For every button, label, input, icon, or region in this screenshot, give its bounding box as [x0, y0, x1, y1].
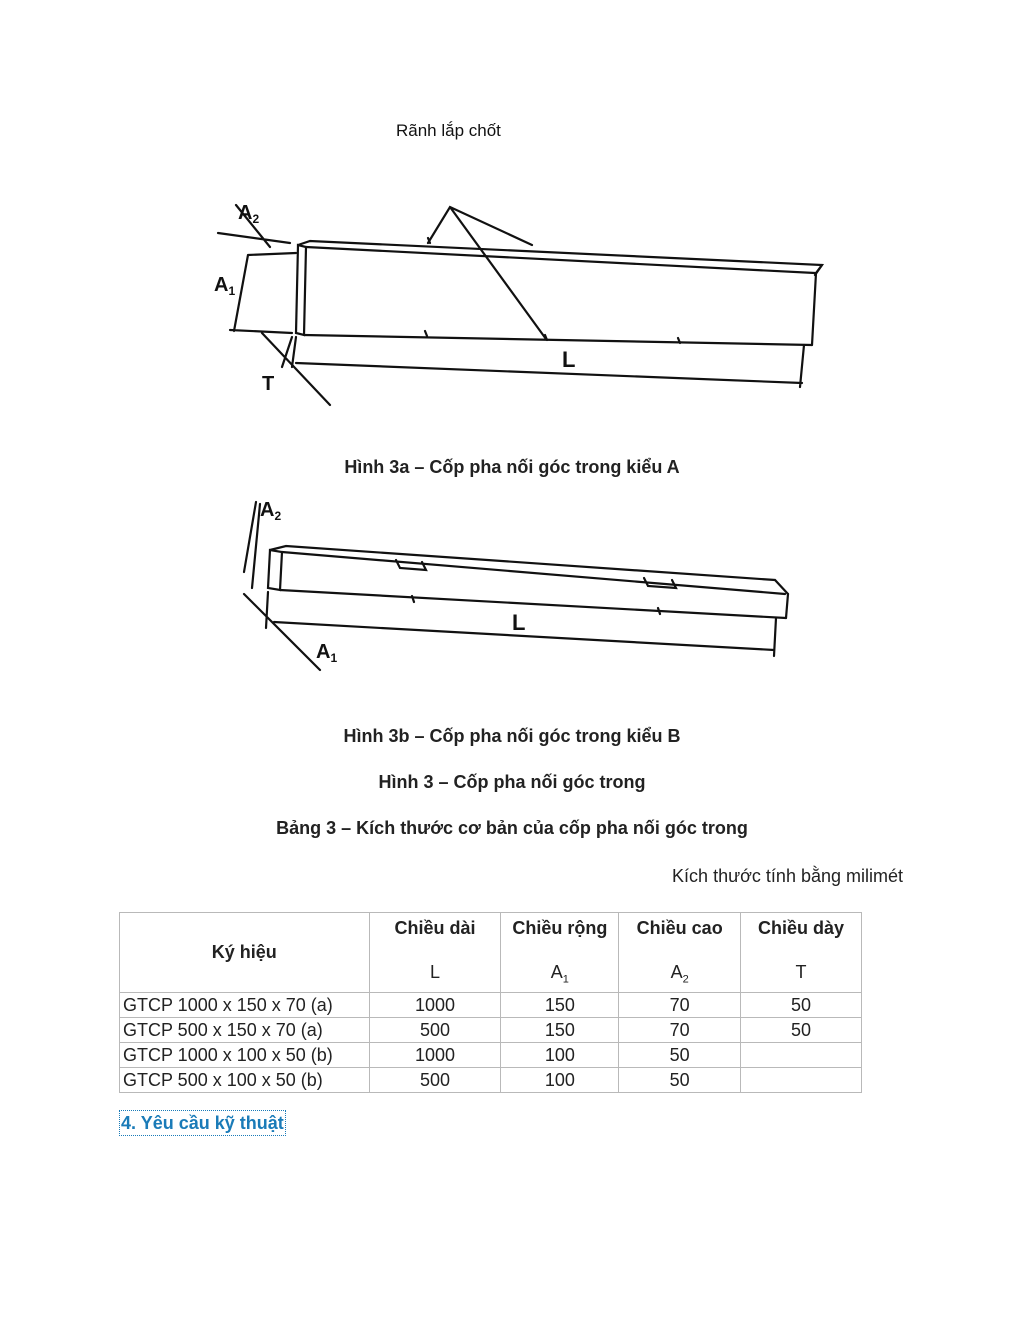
cell-height: 50 — [619, 1067, 741, 1092]
header-width: Chiều rộng $A_1$ — [501, 913, 619, 993]
figure-3b-drawing — [230, 498, 810, 678]
cell-thickness: 50 — [741, 992, 862, 1017]
label-a2: $A_2$ — [238, 202, 260, 226]
dim-a1-lines — [244, 592, 320, 670]
figure-3b-svg — [230, 498, 810, 678]
header-height: Chiều cao $A_2$ — [619, 913, 741, 993]
slot-notches — [425, 238, 680, 343]
cell-length: 1000 — [369, 992, 501, 1017]
beam-right-edge — [812, 265, 822, 345]
cell-code: GTCP 1000 x 100 x 50 (b) — [120, 1042, 370, 1067]
table-header-row — [120, 913, 862, 993]
cell-thickness — [741, 1067, 862, 1092]
cell-width: 100 — [501, 1067, 619, 1092]
dim-a1-lines — [230, 253, 296, 333]
dim-a2-lines — [244, 502, 260, 588]
unit-note: Kích thước tính bằng milimét — [672, 866, 903, 886]
label-a1: $A_1$ — [316, 641, 338, 665]
beam-bottom-edge — [304, 335, 812, 345]
cell-length: 500 — [369, 1017, 501, 1042]
section-4-link[interactable]: 4. Yêu cầu kỹ thuật — [119, 1110, 286, 1136]
beam-top-front-edge — [282, 552, 785, 594]
cell-thickness: 50 — [741, 1017, 862, 1042]
slot-label: Rãnh lắp chốt — [396, 121, 501, 140]
header-length: Chiều dài L — [369, 913, 501, 993]
table-row — [120, 1042, 862, 1067]
table-row — [120, 992, 862, 1017]
cell-width: 150 — [501, 992, 619, 1017]
cell-width: 150 — [501, 1017, 619, 1042]
figure-3a-svg — [200, 105, 840, 425]
cell-width: 100 — [501, 1042, 619, 1067]
label-l: L — [512, 610, 526, 635]
beam-end-face — [268, 550, 282, 590]
cell-thickness — [741, 1042, 862, 1067]
figure-3a-caption: Hình 3a – Cốp pha nối góc trong kiểu A — [344, 457, 680, 477]
leader-lines — [428, 207, 546, 339]
figure-3-caption: Hình 3 – Cốp pha nối góc trong — [378, 772, 646, 792]
label-a2: $A_2$ — [260, 499, 282, 523]
table-title: Bảng 3 – Kích thước cơ bản của cốp pha nối góc trong — [276, 818, 748, 838]
cell-length: 500 — [369, 1067, 501, 1092]
header-thickness: Chiều dày T — [741, 913, 862, 993]
dimensions-table — [119, 912, 862, 1093]
beam-right-edge — [786, 594, 788, 618]
cell-code: GTCP 500 x 150 x 70 (a) — [120, 1017, 370, 1042]
cell-height: 50 — [619, 1042, 741, 1067]
cell-code: GTCP 500 x 100 x 50 (b) — [120, 1067, 370, 1092]
beam-end-face — [296, 245, 306, 335]
dim-l-lines — [292, 337, 804, 387]
figure-3a-drawing — [200, 105, 840, 425]
cell-height: 70 — [619, 1017, 741, 1042]
figure-3b-caption: Hình 3b – Cốp pha nối góc trong kiểu B — [343, 726, 681, 746]
cell-code: GTCP 1000 x 150 x 70 (a) — [120, 992, 370, 1017]
label-a1: $A_1$ — [214, 274, 236, 298]
table-row — [120, 1067, 862, 1092]
beam-bottom-edge — [280, 590, 786, 618]
label-t: T — [262, 373, 275, 395]
cell-height: 70 — [619, 992, 741, 1017]
label-l: L — [562, 347, 576, 372]
cell-length: 1000 — [369, 1042, 501, 1067]
header-symbol: Ký hiệu — [120, 913, 370, 993]
table-row — [120, 1017, 862, 1042]
